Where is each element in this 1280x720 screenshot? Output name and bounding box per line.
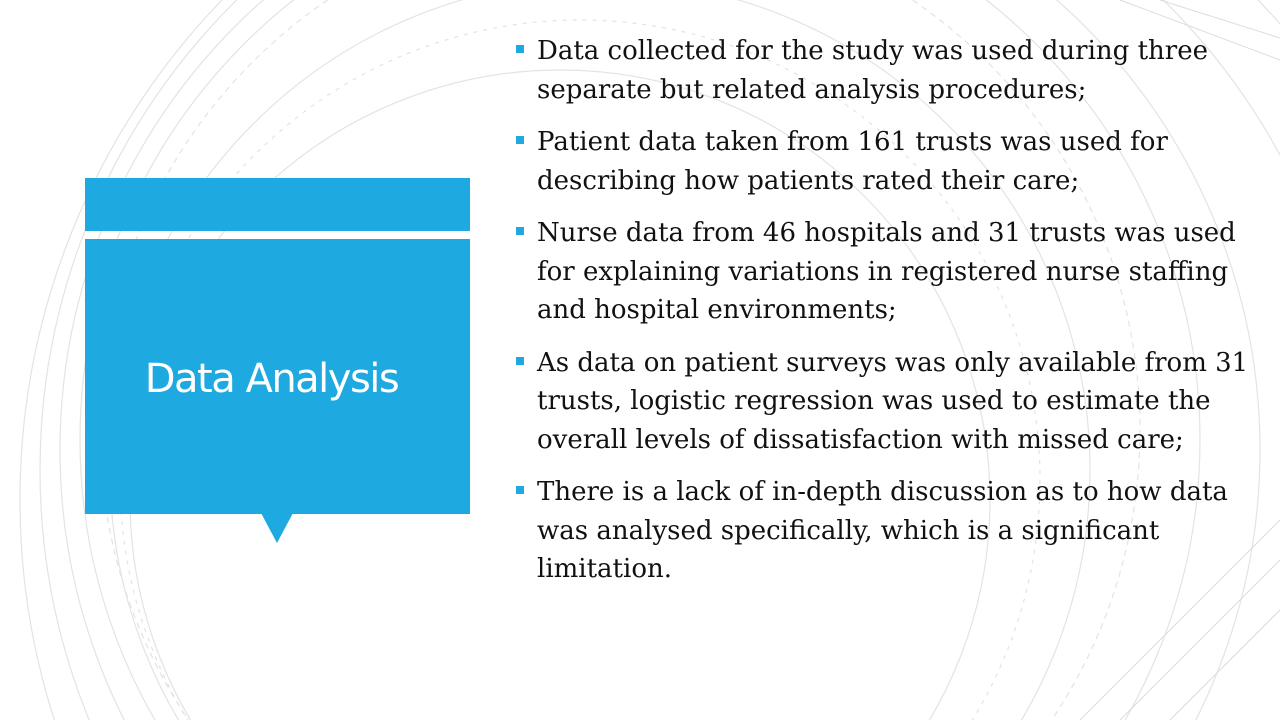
square-bullet-icon <box>516 45 524 53</box>
bullet-item <box>513 344 1253 460</box>
slide-title: Data Analysis <box>144 355 399 402</box>
bullet-text: As data on patient surveys was only available from 31 trusts, logistic regression was used to estimate the overall levels of dissatisfaction with missed care; <box>537 347 1249 455</box>
square-bullet-icon <box>516 136 524 144</box>
bullet-text: Patient data taken from 161 trusts was used for describing how patients rated their care; <box>537 127 1168 196</box>
square-bullet-icon <box>516 357 524 365</box>
bullet-text: There is a lack of in-depth discussion as to how data was analysed specifically, which is a significant limitation. <box>537 477 1228 584</box>
title-accent-bar <box>85 178 470 231</box>
bullet-content <box>513 32 1253 603</box>
bullet-item <box>513 32 1253 109</box>
bullet-item <box>513 473 1253 589</box>
title-box-pointer <box>261 513 293 543</box>
bullet-list <box>513 32 1253 589</box>
square-bullet-icon <box>516 227 524 235</box>
bullet-text: Nurse data from 46 hospitals and 31 trusts was used for explaining variations in registered nurse staffing and hospital environments; <box>537 218 1236 325</box>
bullet-item <box>513 214 1253 330</box>
bullet-item <box>513 123 1253 200</box>
square-bullet-icon <box>516 486 524 494</box>
bullet-text: Data collected for the study was used during three separate but related analysis procedures; <box>537 36 1208 105</box>
title-box <box>85 239 470 514</box>
